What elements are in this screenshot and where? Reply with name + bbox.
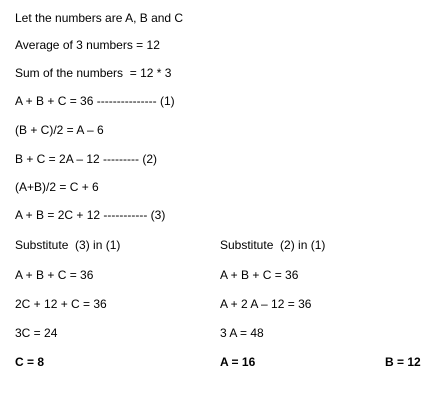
right-column-step-3: 3 A = 48 (220, 326, 264, 340)
right-column-heading: Substitute (2) in (1) (220, 238, 326, 252)
left-column-heading: Substitute (3) in (1) (15, 238, 121, 252)
intro-text: Let the numbers are A, B and C (15, 11, 184, 25)
sum-statement: Sum of the numbers = 12 * 3 (15, 66, 172, 80)
left-column-result: C = 8 (15, 355, 45, 369)
right-column-result: A = 16 (220, 355, 256, 369)
equation-1: A + B + C = 36 --------------- (1) (15, 94, 175, 108)
equation-bc-half: (B + C)/2 = A – 6 (15, 123, 104, 137)
final-result: B = 12 (385, 355, 421, 369)
left-column-step-2: 2C + 12 + C = 36 (15, 297, 107, 311)
left-column-step-1: A + B + C = 36 (15, 268, 94, 282)
average-statement: Average of 3 numbers = 12 (15, 38, 160, 52)
right-column-step-2: A + 2 A – 12 = 36 (220, 297, 312, 311)
equation-ab-half: (A+B)/2 = C + 6 (15, 180, 99, 194)
left-column-step-3: 3C = 24 (15, 326, 58, 340)
equation-3: A + B = 2C + 12 ----------- (3) (15, 208, 166, 222)
equation-2: B + C = 2A – 12 --------- (2) (15, 152, 158, 166)
right-column-step-1: A + B + C = 36 (220, 268, 299, 282)
